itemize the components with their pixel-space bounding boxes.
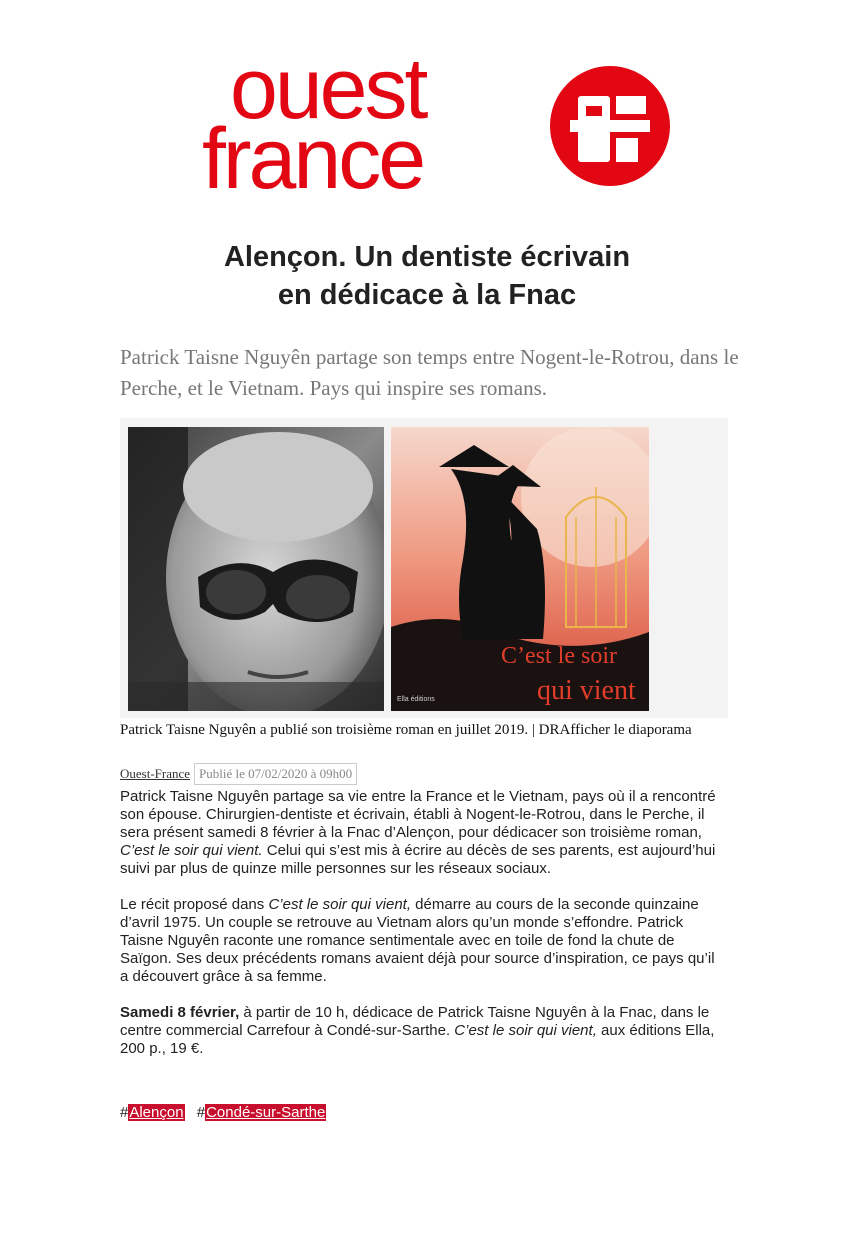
cover-title-line2: qui vient	[537, 675, 636, 706]
p1-text-a: Patrick Taisne Nguyên partage sa vie entre la France et le Vietnam, pays où il a rencontré son épouse. Chirurgien-dentiste et écrivain, établi à Nogent-le-Rotrou, dans le Perche, il sera présent samedi 8 février à la Fnac d’Alençon, pour dédicacer son troisième roman,	[120, 788, 716, 841]
ouest-france-logo	[200, 41, 650, 207]
article-meta	[120, 763, 357, 785]
source-link[interactable]: Ouest-France	[120, 766, 191, 781]
p3-book-title: C’est le soir qui vient,	[454, 1022, 597, 1039]
p2-text-b: démarre au cours de la seconde quinzaine d’avril 1975. Un couple se retrouve au Vietnam alors qu’un monde s’effondre. Patrick Taisne Nguyên raconte une romance sentimentale avec en toile de fond la chute de Saïgon. Ses deux précédents romans avaient déjà pour source d’inspiration, ce pays qu’il a découvert grâce à sa femme.	[120, 896, 715, 985]
tag-conde-sur-sarthe[interactable]	[197, 1104, 327, 1121]
ouest-france-mark-icon	[540, 56, 680, 196]
p1-text-b: Celui qui s’est mis à écrire au décès de ses parents, est aujourd’hui suivi par plus de quinze mille personnes sur les réseaux sociaux.	[120, 842, 716, 877]
figure-caption: Patrick Taisne Nguyên a publié son troisième roman en juillet 2019. | DRAfficher le diaporama	[120, 722, 692, 738]
article-lead: Patrick Taisne Nguyên partage son temps entre Nogent-le-Rotrou, dans le Perche, et le Vietnam. Pays qui inspire ses romans.	[120, 345, 739, 400]
p2-book-title: C’est le soir qui vient,	[268, 896, 411, 913]
cover-title-line1: C’est le soir	[501, 643, 617, 669]
logo-word-france: france	[202, 111, 424, 207]
cover-publisher: Ella éditions	[397, 696, 435, 703]
tag-label: Alençon	[129, 1104, 184, 1121]
tag-hash: #	[120, 1104, 129, 1121]
tag-label: Condé-sur-Sarthe	[206, 1104, 326, 1121]
p2-text-a: Le récit proposé dans	[120, 896, 269, 913]
book-cover-image	[391, 427, 649, 711]
logo-word-ouest: ouest	[230, 41, 426, 137]
p1-book-title: C’est le soir qui vient.	[120, 842, 263, 859]
body-paragraph-1	[120, 788, 720, 878]
tag-alencon[interactable]	[120, 1104, 185, 1121]
body-paragraph-2	[120, 896, 720, 986]
tag-list	[120, 1104, 334, 1121]
article-figure[interactable]	[120, 418, 728, 718]
p3-text-b: aux éditions Ella, 200 p., 19 €.	[120, 1022, 715, 1057]
p3-bold-date: Samedi 8 février,	[120, 1004, 240, 1021]
tag-hash: #	[196, 1104, 206, 1121]
p3-text-a: à partir de 10 h, dédicace de Patrick Taisne Nguyên à la Fnac, dans le centre commercial Carrefour à Condé-sur-Sarthe.	[120, 1004, 710, 1039]
book-cover-art	[391, 427, 649, 711]
published-date: Publié le 07/02/2020 à 09h00	[194, 763, 357, 785]
article-headline: Alençon. Un dentiste écrivain en dédicace à la Fnac	[223, 241, 631, 311]
article-body	[120, 788, 720, 1076]
body-paragraph-3	[120, 1004, 720, 1058]
author-portrait-photo	[128, 427, 384, 711]
